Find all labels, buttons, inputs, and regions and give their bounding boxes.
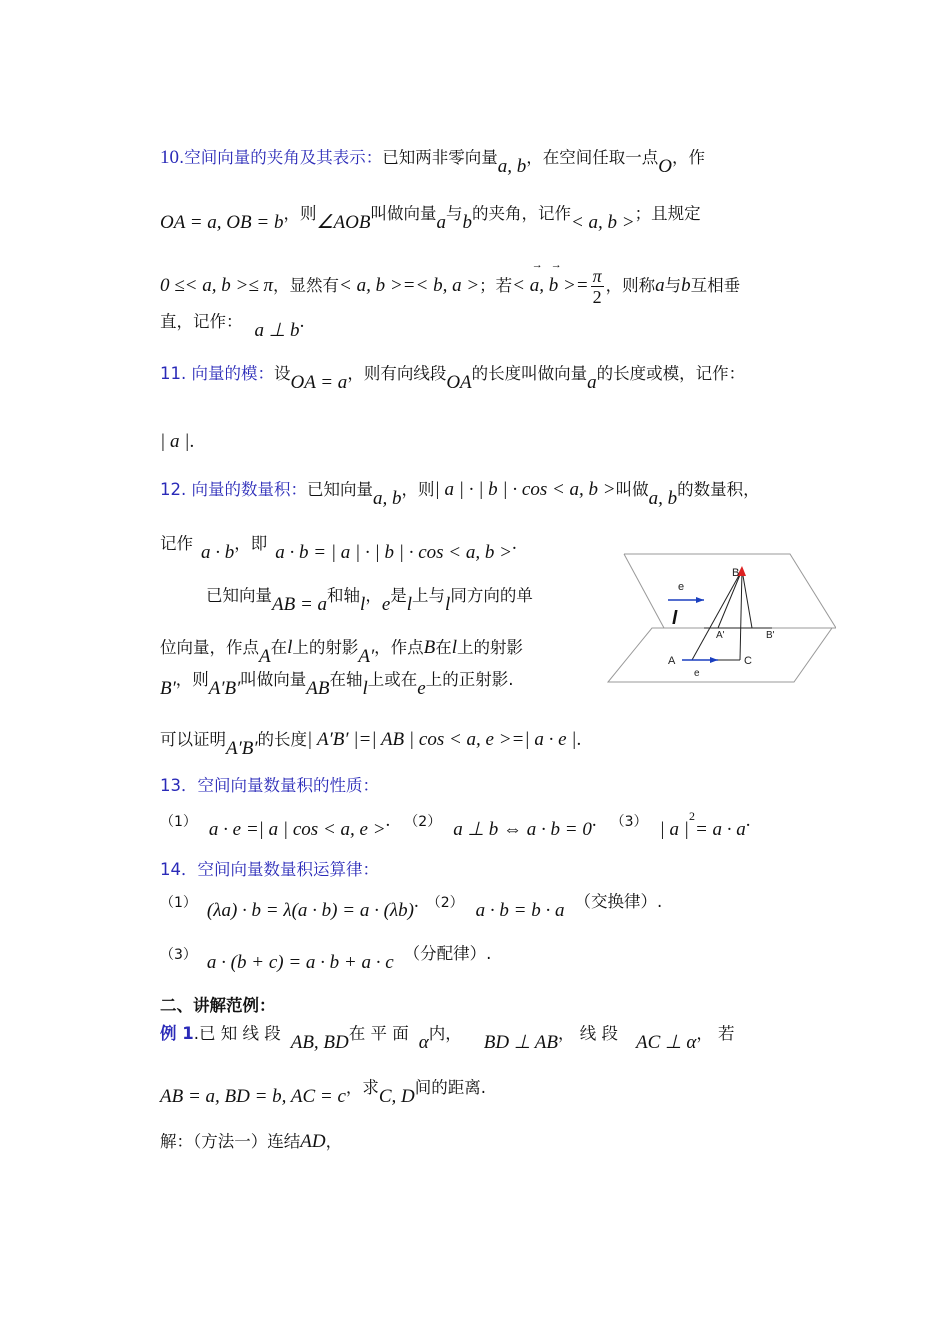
part2-heading-line: [160, 998, 276, 1015]
s12-line1: [160, 480, 760, 508]
text: 可以证明: [160, 730, 226, 749]
text: 与: [445, 204, 463, 223]
math: b: [462, 212, 472, 233]
text: .已 知 线 段: [193, 1024, 281, 1043]
s11-title: 11. 向量的模：: [160, 364, 274, 383]
vector-a: → a: [530, 276, 540, 295]
math: AC ⊥ α: [636, 1032, 697, 1053]
text: ，则称: [605, 276, 656, 295]
math: OA = a, OB = b: [160, 212, 284, 233]
text: （2）: [426, 895, 464, 911]
math: α: [418, 1032, 429, 1053]
s12-line2: [160, 534, 517, 562]
math: | a | · | b | · cos < a, b >: [434, 479, 616, 500]
fraction-denominator: 2: [592, 287, 602, 307]
text: 解：（方法一）连结: [160, 1132, 301, 1151]
text: 的长度: [257, 730, 308, 749]
label-e-top: e: [678, 581, 685, 593]
math: A′B′: [226, 738, 258, 759]
math: e: [417, 678, 426, 699]
math: | a |: [659, 819, 689, 840]
math: AB = a: [272, 594, 328, 615]
s12-line6: [160, 730, 581, 758]
math: OA: [446, 372, 472, 393]
s11-line1: [160, 366, 745, 392]
text: 叫做向量: [370, 204, 437, 223]
math: = a · a: [694, 819, 746, 840]
s14-line2: [160, 946, 491, 972]
axis-e-arrowhead: [696, 597, 704, 603]
ex1-label: 例 1: [160, 1024, 194, 1043]
fraction-pi-over-2: [591, 266, 604, 307]
math: a · e =| a | cos < a, e >: [208, 819, 386, 840]
math: a · (b + c) = a · b + a · c: [206, 952, 394, 973]
s14-line1: [160, 892, 662, 920]
text: 是: [390, 586, 407, 605]
text: .: [576, 729, 582, 750]
math: l: [360, 594, 366, 615]
math: >=: [558, 275, 589, 296]
math: a ⊥ b ⇔ a · b = 0: [453, 819, 592, 840]
math: a: [587, 372, 597, 393]
math: C, D: [378, 1086, 415, 1107]
s13-title: 13．空间向量数量积的性质：: [160, 776, 379, 795]
line-c-b: [740, 570, 742, 660]
math: a, b: [648, 488, 678, 509]
text: （交换律）.: [574, 892, 663, 911]
s12-line5: [160, 672, 513, 698]
text: 在轴: [329, 670, 363, 689]
label-B: B: [732, 567, 740, 579]
text: 上与: [412, 586, 446, 605]
text: 直，记作：: [160, 312, 243, 331]
s13-title-line: [160, 778, 379, 795]
math: AB: [306, 678, 330, 699]
text: ，: [325, 1132, 343, 1151]
text: （2）: [404, 814, 442, 830]
text: ，即: [234, 534, 268, 553]
text: .: [299, 311, 305, 332]
math: B: [423, 637, 436, 658]
text: 已知向量: [307, 480, 373, 499]
math: b: [681, 275, 691, 296]
base-e-arrowhead: [710, 657, 718, 663]
text: ， 若: [696, 1024, 735, 1043]
text: ，则有向线段: [347, 364, 447, 383]
text: 已知向量: [206, 586, 272, 605]
text: ， 线 段: [558, 1024, 618, 1043]
math: OA = a: [290, 372, 348, 393]
text: 位向量，作点: [160, 638, 259, 657]
math: l: [287, 637, 293, 658]
text: 记作: [160, 534, 193, 553]
s13-line1: [160, 810, 751, 839]
math: (λa) · b = λ(a · b) = a · (λb): [206, 900, 414, 921]
s14-title-line: [160, 862, 379, 879]
text: ，在空间任取一点: [526, 148, 659, 167]
text: 与: [664, 276, 682, 295]
math: ∠AOB: [316, 212, 371, 233]
s10-line4: [160, 312, 304, 340]
math: a · b = | a | · | b | · cos < a, b >: [275, 542, 512, 563]
s12-title: 12. 向量的数量积：: [160, 480, 307, 499]
math: ,: [539, 275, 549, 296]
text: （3）: [160, 947, 197, 963]
text: ；若: [479, 276, 513, 295]
text: ，: [365, 586, 382, 605]
math: a · b: [201, 542, 235, 563]
text: （3）: [610, 814, 648, 830]
text: .: [511, 533, 517, 554]
label-C: C: [744, 655, 752, 667]
text: .: [413, 891, 419, 912]
math: BD ⊥ AB: [483, 1032, 558, 1053]
s10-number: 10: [160, 147, 179, 168]
math: AD: [300, 1131, 326, 1152]
math: < a, b >=< b, a >: [339, 275, 480, 296]
text: 上的射影: [457, 638, 524, 657]
math: <: [512, 275, 530, 296]
label-A-prime: A': [716, 630, 725, 641]
s10-line2: [160, 206, 701, 232]
text: 间的距离.: [414, 1078, 487, 1097]
text: 同方向的单: [450, 586, 533, 605]
text: 互相垂: [690, 276, 741, 295]
math: A′B′: [208, 678, 241, 699]
label-e-bottom: e: [694, 668, 700, 679]
ex1-line2: [160, 1080, 486, 1106]
text: 叫做: [615, 480, 649, 499]
math: O: [658, 156, 672, 177]
text: .: [745, 810, 751, 831]
part2-title: 二、讲解范例：: [160, 996, 276, 1015]
text: 在 平 面: [348, 1024, 409, 1043]
text: 的长度叫做向量: [471, 364, 588, 383]
s10-line1: [160, 148, 705, 176]
text: （1）: [160, 895, 197, 911]
math: < a, b >: [570, 212, 635, 233]
fraction-numerator: π: [592, 266, 602, 286]
s12-line3: [206, 588, 533, 614]
text: .: [591, 810, 597, 831]
text: ，求: [345, 1078, 379, 1097]
math: AB, BD: [290, 1032, 349, 1053]
text: 上的射影: [292, 638, 359, 657]
text: 已知两非零向量: [382, 148, 498, 167]
text: 的长度或模，记作：: [596, 364, 746, 383]
math: a ⊥ b: [254, 320, 300, 341]
math: a, b: [373, 488, 402, 509]
math: a: [436, 212, 446, 233]
label-B-prime: B': [766, 630, 775, 641]
ex1-solution-line: [160, 1132, 342, 1151]
text: 上或在: [367, 670, 418, 689]
s12-line4: [160, 638, 523, 666]
s14-title: 14．空间向量数量积运算律：: [160, 860, 379, 879]
math: l: [445, 594, 451, 615]
math: a · b = b · a: [475, 900, 565, 921]
label-A: A: [668, 655, 676, 667]
text: 设: [274, 364, 291, 383]
math-superscript: 2: [688, 809, 695, 823]
math: B′: [160, 678, 176, 699]
text: 和轴: [327, 586, 361, 605]
text: .: [385, 810, 391, 831]
text: ，显然有: [273, 276, 340, 295]
text: ，则: [175, 670, 209, 689]
math: l: [451, 637, 458, 658]
text: ，作点: [374, 638, 424, 657]
line-a-b: [692, 570, 742, 660]
label-l: l: [672, 608, 678, 629]
text: 的夹角，记作: [471, 204, 571, 223]
text: ，作: [671, 148, 705, 167]
text: （分配律）.: [403, 944, 492, 963]
math: a: [655, 275, 665, 296]
text: 上的正射影.: [425, 670, 514, 689]
vector-b: → b: [549, 276, 559, 295]
math: l: [406, 594, 413, 615]
math: A: [259, 646, 271, 667]
text: .: [189, 431, 195, 452]
text: 在: [270, 638, 288, 657]
text: 内，: [428, 1024, 462, 1043]
text: 叫做向量: [240, 670, 307, 689]
text: 的数量积，: [677, 480, 760, 499]
math: a, b: [497, 156, 527, 177]
s10-line3: [160, 266, 740, 307]
line-b-b1: [742, 570, 752, 628]
text: 在: [435, 638, 452, 657]
math: AB = a, BD = b, AC = c: [160, 1086, 346, 1107]
math: A′: [358, 646, 375, 667]
text: ，则: [283, 204, 317, 223]
math: | a |: [160, 431, 190, 452]
text: ，则: [401, 480, 435, 499]
math: 0 ≤< a, b >≤ π: [160, 275, 274, 296]
text: ；且规定: [634, 204, 701, 223]
text: （1）: [160, 814, 197, 830]
upper-plane-edge: [624, 554, 664, 628]
s10-title: .空间向量的夹角及其表示：: [179, 148, 383, 167]
ex1-line1: [160, 1026, 735, 1052]
math: l: [362, 678, 368, 699]
math: | A′B′ |=| AB | cos < a, e >=| a · e |: [307, 729, 577, 750]
projection-figure: [606, 552, 836, 686]
s11-line2: [160, 432, 194, 451]
math: e: [381, 594, 391, 615]
